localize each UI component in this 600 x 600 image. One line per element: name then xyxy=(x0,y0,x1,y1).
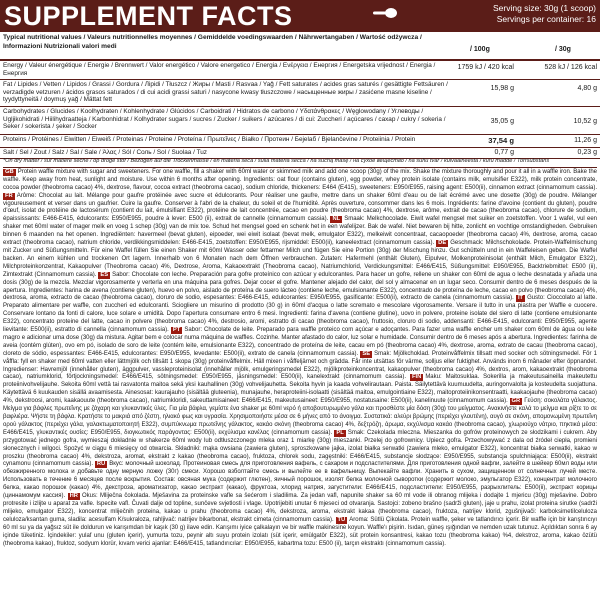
row-label: Carbohydrates / Glucides / Koolhydraten / Kohlenhydrate / Glúcidos / Carboidrati / Hidratos de carbono / Υδατάνθρακες / Węglowodany / Углеводы / Ugljikohidrati / Hiilihydraatteja / Karbonhidrat / Kolhydrater sugars / sucres / Zucker / suikers / azúcares / di cui: Zuccheri / açúcares / сахар / cukry / sokeria / Seker / sokerista / şeker / Socker xyxy=(3,108,446,131)
language-code-badge: NL xyxy=(332,216,341,223)
language-code-badge: IT xyxy=(517,295,524,302)
paragraph-text: Aroma: Sütlü Çikolata. Protein waffle, şeker ve tatlandırıcı içerir. Bir waffle için bir karıştırıcıyı 60 ml su ya da yağsız süt ile doldurun ve karışımdan bir kaşık (30 g) ilave edin. Karışımı iyice çalkalayın ve bir waffle makinesine koyun. Waffle'ı pişirin. Isıdan, güneş ışığından ve nemden uzak tutunuz. Açıldıktan sonra 6 ay içinde tüketiniz. İçindekiler: yulaf unu (gluten içerir), yumurta tozu, peynir altı suyu protein izolatı (süt içerir, emülgatör E322), süt protein konsantresi, kakao tozu (theobroma kakao) %4, dekstroz, aroma, kakao özütü (theobroma kakao), fruktoz, sodyum klorür, kıvam verici ajanlar: E466/E415, tatlandırıcılar: E950/E955, kabartma tozu: E500 (ii), tarçın ekstraktı (cinnamomum cassia). xyxy=(3,516,597,547)
table-row xyxy=(0,80,600,107)
column-per-serving: / 30g xyxy=(555,46,571,53)
language-code-badge: FIN xyxy=(411,374,422,381)
paragraph-text: Gusto: Cioccolato al latte. Preparato alimentare per waffle, con zuccheri ed edulcoranti. Sciogliere un misurino di prodotto (30 g) in 60ml d'acqua o latte scremato e mescolare vigorosamente. Versare il tutto in una piastra per Waffle e cuocere. Conservare lontano da fonti di calore, luce solare e umidità. Dopo l'apertura consumare entro 6 mesi. Ingredienti: farina d'avena (contiene glutine), uovo in polvere, proteine isolate del siero di latte (contiene emulsionante E322), concentrato proteine del latte, cacao in polvere (theobroma cacao) 4%, destrosio, aromi, estratto di cacao (theobroma cacao), fruttosio, cloruro di sodio, addensanti: E466-E415, edulcoranti: E950/E955, agente lievitante: E500(ii), estratto di cannella (cinnamomum cassia). xyxy=(3,295,597,334)
paragraph-text: Okus: Mliječna čokolada. Mješavina za proteinske vafle sa šećerom i sladilima. Za jedan vafl, napunite shaker sa 60 ml vode ili obranog mlijeka i dodajte 1 mjericu (30g) mješavine. Dobro protresite i izlijte u aparat za vafle. Ispecite vafl. Čuvati dalje od topline, sunčeve svjetlosti i vlage. Upotrijebiti unutar 6 mjeseci od otvaranja. Sastojci: zobeno brašno (sadrži gluten), jaje u prahu, izolat proteina sirutke (sadrži mlijeko, emulgator E322), koncentrat mliječnih proteina, kakao u prahu (theobroma cacao) 4%, dekstroza, aroma, ekstrakt kakaa (theobroma cacao), fruktoza, natrijev klorid, zgušnjivači: karboksimetilceluloza celuloza/ksantan guma, sladila: acesulfam K/sukraloza, rahljivač: natrijev bikarbonat, ekstrakt cimeta (cinnamomum cassia). xyxy=(3,493,597,523)
language-code-badge: TU xyxy=(337,516,346,523)
page-title: SUPPLEMENT FACTS xyxy=(4,1,293,31)
language-code-badge: HR xyxy=(69,493,78,500)
row-value-100g: 15,98 g xyxy=(490,85,514,92)
servings-per-container: Servings per container: 16 xyxy=(496,14,596,24)
footnote: *On dry matter / sur matière sèche / op droge stof / Bezogen auf die Trockenmasse / en materia seca / sulla materia secca / na suchą masę / на сухое вещество / na suhu tvar / kuivaaineesta / kuru madde / Torrsubstans xyxy=(3,158,597,168)
scoop-icon xyxy=(372,6,398,20)
paragraph-text: Γεύση: σοκολάτα γάλακτος. Μείγμα για βάφλες πρωτεΐνης με ζάχαρη και γλυκαντικές ύλες. Για μία βάφλα, γεμίστε ένα shaker με 60ml νερό ή αποβουτυρωμένο γάλα και προσθέστε μία δόση (30g) του μείγματος. Ανακινήστε καλά το μείγμα και ρίξτε το σε βαφλιέρα. Ψήστε τη βάφλα. Κρατήστε το μακριά από ζέστη, ηλιακό φως και υγρασία. Χρησιμοποιήστε μέσα σε 6 μήνες από το άνοιγμα. Συστατικά: αλεύρι βρώμης (περιέχει γλουτένη), αυγό σε σκόνη, απομονωμένη πρωτεΐνη ορού γάλακτος (περιέχει γάλα, γαλακτωματοποιητή E322), συμπύκνωμα πρωτεΐνης γάλακτος, κακάο σκόνη (theobroma cacao) 4%, δεξτρόζη, άρωμα, εκχύλισμα κακάο (theobroma cacao), χλωριούχο νάτριο, πηκτικά μέσα: E466/E415, γλυκαντικές ουσίες: E950/E955, διογκωτικός παράγοντας: E500(ii), εκχύλισμα κανέλας (cinnamomum cassia). xyxy=(3,398,597,436)
paragraph-text: Geschmack: Milchschokolade. Protein-Waffelmischung mit Zucker und Süßungsmitteln. Für eine Waffel füllen Sie einen Shaker mit 60ml Wasser oder fettarmer Milch und fügen Sie eine Portion (30g) der Mischung hinzu. Gut schütteln und in ein Waffeleisen geben. Die Waffel backen. An einem kühlen und trockenen Ort lagern. Innerhalb von 6 Monaten nach dem Öffnen verbrauchen. Zutaten: Hafermehl (enthält Gluten), Eipulver, Molkenproteinisolat (enthält Milch, Emulgator E322), Milchproteinkonzentrat, Kakaopulver (Theobroma cacao) 4%, Dextrose, Aroma, Kakaoextrakt (Theobroma cacao), Natriumchlorid, Verdickungsmittel: E466/E415, Süßungsmittel: E950/E955, Backtriebmittel: E500 (ii), Zimtextrakt (Cinnamomum cassia). xyxy=(3,240,597,278)
row-label: Proteins / Protéines / Eiwitten / Eiweiß / Proteinas / Proteine / Proteína / Πρωτεΐνες / Białko / Протеин / Бejelaб / Bjelančevine / Proteiinia / Protein xyxy=(3,136,416,143)
language-code-badge: GB xyxy=(5,168,14,175)
table-row xyxy=(0,107,600,135)
paragraph-text: Smak: Czekolada mleczna. Mieszanka do gofrów proteinowych ze słodzikami i cukrem. Aby przygotować jednego gofra, wymieszaj dokładnie w shakerze 60ml wody lub odtłuszczonego mleka oraz 1 miarkę (30g) mieszanki. Przelej do gofrownicy. Upiecz gofra. Przechowywać z dala od źródeł ciepła, promieni słonecznych i wilgoci. Spożyć w ciągu 6 miesięcy od otwarcia. Składniki: mąka owsiana (zawiera gluten), sproszkowane jajka, izolat białka serwatki (zawiera mleko, emulgator E322), koncentrat białka serwatki, kakao w proszku (theobroma cacao) 4%, dekstroza, aromat, ekstrakt z kakao (theobroma cacao), fruktoza, chlorek sodu, zagęstniki: E466/E415, substancje słodzące: E950/E955, substancja spulchniająca: E500(ii), ekstrakt cynamonu (cinnamomum cassia). xyxy=(3,429,597,468)
paragraph-text: Protein waffle mixture with sugar and sweeteners. For one waffle, fill a shaker with 60ml water or skimmed milk and add one scoop (30g) of the mix. Shake the mixture thoroughly and pour it all in a waffle iron. Bake the waffle. Keep away from heat, sunlight and moisture. Use within 6 months after opening. Ingredients: oat flour (contains gluten), egg powder, whey protein isolate (contains milk, emulsifier E322), milk protein concentrate, cocoa powder (theobroma cacao) 4%, dextrose, flavour, cocoa extract (theobroma cacao), sodium chloride, thickeners: E464 (E415), sweeteners: E950/E955, raising agent: E500(ii), cinnamon extract (cinnamomum cassia). xyxy=(3,168,597,191)
row-value-serving: 11,26 g xyxy=(574,137,597,144)
language-code-badge: RU xyxy=(96,461,106,468)
row-value-serving: 4,80 g xyxy=(577,85,597,92)
row-value-100g: 0,77 g xyxy=(494,149,514,156)
serving-info xyxy=(493,3,596,25)
paragraph-text: Maku: Maitosuklaa. Sokerilla ja makeutusaineilla makeutettu proteiinivohvelijauhe. Sekoita 60ml vettä tai rasvatonta maitoa sekä yksi kauhallinen (30g) vohvelijauhetta. Sekoita hyvin ja kaada vohvelirautaan. Paista. Säilytettävä kuumuudelta, auringonvalolta ja kosteudelta suojattuna. Käytettävä 6 kuukauden sisällä avaamisesta. Ainesosat: kaurajauho (sisältää gluteenia), munajauhe, heraproteiini-isolaatti (sisältää maitoa, emulgointiaine E322), maitoproteiinikonsentraatti, kaakaojauhe (theobroma cacao) 4%, dekstroosi, aromi, kaakaouute (theobroma cacao), natriumkloridi, sakeuttamisaineet: E466/E415, makeutusaineet: E950/E955, nostatusaine: E500(ii), kanelinuute (cinnamomum cassia). xyxy=(3,374,597,405)
language-code-badge: SE xyxy=(362,350,371,357)
paragraph-text: Arôme: Chocolat au lait. Mélange pour gaufre protéinée avec sucre et édulcorants. Pour réaliser une gaufre, mettre dans un shaker 60ml d'eau ou de lait écrémé avec une dosette (30g) de poudre. Mélanger vigoureusement et verser dans un gaufrier. Cuire la gaufre. Conserver à l'abri de la chaleur, du soleil et de l'humidité. Après ouverture, consommer dans les 6 mois. Ingrédients: farine d'avoine (contient du gluten), poudre d'œuf, isolat de protéine de lactosérum (contient du lait, émulsifiant E322), protéine de lait concentrée, cacao en poudre (theobroma cacao) 4%, dextrose, arôme, extrait de cacao (theobroma cacao), chlorure de sodium, épaississants: E466-E415, édulcorants: E950/E955, poudre à lever: E500 (ii), extrait de cannelle (cinnamomum cassia). xyxy=(3,192,597,223)
table-row xyxy=(0,135,600,148)
table-header xyxy=(0,32,600,61)
row-value-serving: 10,52 g xyxy=(573,118,597,125)
language-code-badge: DE xyxy=(438,240,447,247)
language-code-badge: GR xyxy=(511,398,521,405)
row-value-serving: 0,23 g xyxy=(577,149,597,156)
table-row xyxy=(0,61,600,80)
language-paragraph xyxy=(3,169,597,191)
paragraph-text: Sabor: Chocolate de leite. Preparado para waffle proteico com açúcar e adoçantes. Para fazer uma waffle encher um shaker com 60ml de água ou leite magro e adicionar uma dose (30g) da mistura. Agitar bem e colocar numa máquina de waffles. Cozinhe. Manter afastado do calor, luz solar e humidade. Consumir dentro de 6 meses após a abertura. Ingredientes: farinha de aveia (contém glúten), ovo em pó, isolado de soro de leite (contém leite, emulsionante E322), concentrado de proteína de leite, cacau em pó (theobroma cacao) 4%, dextrose, aroma, extrato de cacau (theobroma cacao), cloreto de sódio, espessantes: E466-E415, edulcorantes: E950/E955, levedante: E500(ii), extrato de canela (cinnamomum cassia). xyxy=(3,327,597,357)
row-label: Fat / Lipides / Vetten / Lipidos / Grassi / Gordura / Лipidi / Tłuszcz / Жиры / Masti / Rasvaa / Yağ / Fett saturates / acides gras saturés / gesättigte Fettsäuren / verzadigde vetzuren / ácidos grasos saturados / di cui acidi grassi saturi / nasycone kwasy tłuszczowe / насыщенные жиры / zasićene masne kiseline / tyydyttyneitä / doymuş yağ / Mättat fett xyxy=(3,81,448,104)
paragraph-text: Sabor: Chocolate con leche. Preparación para gofre proteínico con azúcar y edulcorantes. Para hacer un gofre, rellene un shaker con 60ml de agua o leche desnatada y añada una dosis (30g) de la mezcla. Mezclar vigorosamente y verterla en una máquina para gofres. Dejar cocer el gofre. Mantener alejado del calor, del sol y almacenar en un lugar seco. Consumir dentro de 6 meses después de la apertura. Ingredientes: harina de avena (contiene gluten), huevo en polvo, aislado de proteína de suero lácteo (contiene leche, emulsionante E322), concentrado de proteína de leche, cacao en polvo (theobroma cacao) 4%, dextrosa, aroma, extracto de cacao (theobroma cacao), cloruro de sodio, espesantes: E466-E415, edulcorantes: E950/E955, gasificante: E500(ii), extracto de canela (cinnamomum cassia). xyxy=(3,271,597,302)
paragraph-text: Smaak: Melkchocolade. Eiwit wafel mengsel met suiker en zoetstoffen. Voor 1 wafel, vul een shaker met 60ml water of mager melk en voeg 1 schep (30g) van de mix toe. Schud het mengsel goed en schenk het in een wafelijzer. Bak de wafel. Niet bewaren bij hitte, zonlicht en vochtige omstandigheden. Gebruiken binnen 6 maanden na het openen. Ingrediënten: havermeel (bevat gluten), eipoeder, wei eiwit isolaat (bevat melk, emulgator E322), melkeiwit concentraat, cacaopoeder (theobroma cacao) 4%, dextrose, aroma, cacao extract (theobroma cacao), natrium chloride, verdikkingsmiddelen: E466-E415, zoetstoffen: E950/E955, rijsmiddel: E500(ii), kaneelextract (cinnamomum cassia). xyxy=(3,216,597,247)
language-code-badge: PT xyxy=(172,327,181,334)
language-code-badge: FR xyxy=(5,192,13,199)
table-heading: Typical nutritional values / Valeurs nutritionnelles moyennes / Gemiddelde voedingswaarden / Nährwertangaben / Wartość odżywcza / Informazioni Nutrizionali valori medi xyxy=(3,34,422,50)
paragraph-text: Smak: Mjölkchoklad. Proteinvåffelmix tillsatt med socker och sötningsmedel. För 1 våffla: fyll en shaker med 60ml vatten eller lättmjölk och tillsätt 1 skopa (30g) proteinvåffelmix. Häll mixen i våffeljärnet och grädda. Får inte utsättas för värme, solljus eller fuktighet. Används inom 6 månader efter öppnandet. Ingredienser: Havremjöl (innehåller gluten), äggpulver, vassleproteinisolat (innehåller mjölk, emulgeringsmedel E322), mjölkproteinkoncentrat, kakaopulver (theobroma cacao) 4%, dextros, arom, kakaoextrakt (theobroma cacao), natriumklorid, förtjockningsmedel: E466/E415, sötningsmedel: E950/E955, jäsningsmedel: E500(ii), kanelextrakt (cinnamomum cassia). xyxy=(3,350,597,381)
language-code-badge: PL xyxy=(336,429,344,436)
row-label: Salt / Sel / Zout / Salz / Sal / Sale / Άλας / Sól / Соль / Sol / Suolaa / Tuz xyxy=(3,149,207,156)
row-value-serving: 528 kJ / 126 kcal xyxy=(544,64,597,71)
row-label: Energy / Valeur énergétique / Energie / Brennwert / Valor energético / Valore energetico / Energia / Ενέργεια / Енергия / Energetska vrijednost / Energia / Енергия xyxy=(3,62,436,77)
language-code-badge: ES xyxy=(100,271,109,278)
language-paragraphs xyxy=(3,169,597,549)
column-per-100g: / 100g xyxy=(470,46,490,53)
ingredient-text xyxy=(3,158,597,598)
paragraph-text: Вкус: молочный шоколад. Протеиновая смесь для приготовления вафель, с сахаром и подсластителями. Для приготовления одной вафли, залейте в шейкер 60мл воды или обезжиренного молока и добавьте одну мерную ложку (30г) смеси. Хорошо взболтайте смесь и вылейте ее в вафельницу. Выпекайте вафли. Хранить в сухом, защищенном от солнечных лучей месте. Использовать в течение 6 месяцев после вскрытия. Состав: овсяная мука (содержит глютен), яичный порошок, изолят белка молочной сыворотки (содержит молоко, эмульгатор E322), концентрат молочного белка, какао порошок (какао) 4%, декстроза, ароматизатор, какао экстракт (какао), фруктоза, хлорид натрия, загустители: E466/E415, подсластители: E950/E955, разрыхлитель: E500(ii), экстракт корицы (циннамомум кассия). xyxy=(3,461,597,500)
serving-size: Serving size: 30g (1 scoop) xyxy=(493,3,596,13)
row-value-100g: 37,54 g xyxy=(488,136,514,145)
row-value-100g: 35,05 g xyxy=(490,118,514,125)
row-value-100g: 1759 kJ / 420 kcal xyxy=(457,64,514,71)
